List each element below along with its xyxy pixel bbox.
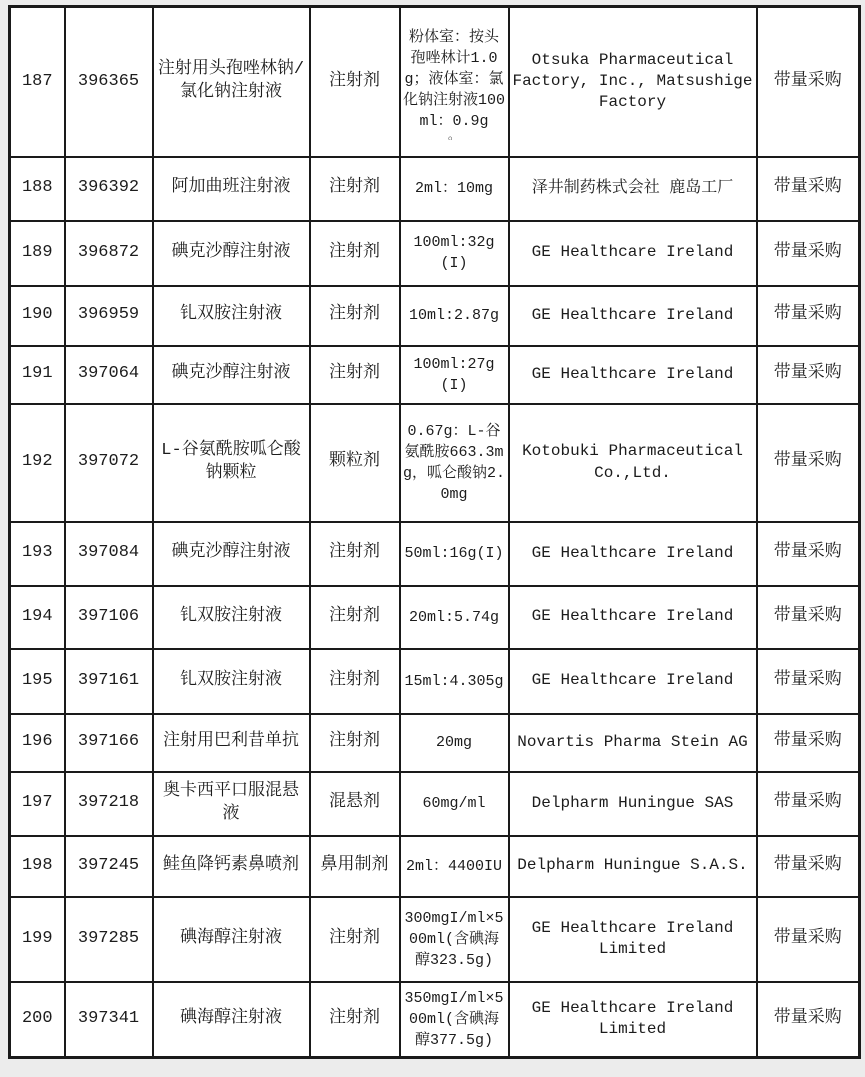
- cell-code-text: 397166: [77, 732, 140, 752]
- table-row: [10, 346, 860, 404]
- cell-name-text: 注射用巴利昔单抗: [163, 732, 299, 752]
- cell-spec: [400, 897, 509, 982]
- cell-manufacturer-text: GE Healthcare Ireland: [531, 607, 734, 626]
- cell-procurement: [757, 221, 860, 286]
- cell-procurement: [757, 982, 860, 1058]
- table-row: [10, 404, 860, 522]
- cell-procurement: [757, 346, 860, 404]
- cell-manufacturer: [509, 7, 757, 157]
- cell-procurement: [757, 772, 860, 836]
- cell-form-text: 注射剂: [329, 305, 380, 325]
- cell-seq: [10, 404, 65, 522]
- cell-form: [310, 982, 400, 1058]
- cell-code: [65, 772, 153, 836]
- cell-name: [153, 897, 310, 982]
- cell-code-text: 397072: [77, 452, 140, 472]
- cell-manufacturer: [509, 649, 757, 714]
- cell-form-text: 注射剂: [329, 178, 380, 198]
- cell-form: [310, 221, 400, 286]
- cell-name-text: 碘克沙醇注射液: [171, 543, 291, 563]
- cell-manufacturer-text: Novartis Pharma Stein AG: [517, 732, 748, 751]
- cell-form: [310, 7, 400, 157]
- cell-procurement-text: 带量采购: [773, 178, 842, 198]
- cell-name: [153, 286, 310, 346]
- cell-spec-text: 15ml:4.305g: [404, 672, 504, 690]
- cell-name: [153, 649, 310, 714]
- cell-form: [310, 522, 400, 586]
- cell-spec-text: 2ml：10mg: [414, 180, 493, 197]
- cell-form-text: 注射剂: [329, 1009, 380, 1029]
- cell-procurement-text: 带量采购: [773, 364, 842, 384]
- cell-name-text: 钆双胺注射液: [180, 670, 282, 690]
- cell-name-text: 注射用头孢唑林钠/氯化钠注射液: [157, 60, 305, 102]
- cell-name: [153, 982, 310, 1058]
- cell-procurement-text: 带量采购: [773, 670, 842, 690]
- cell-seq-text: 198: [21, 855, 53, 875]
- cell-name-text: 奥卡西平口服混悬液: [163, 782, 299, 824]
- cell-seq: [10, 522, 65, 586]
- cell-form-text: 注射剂: [329, 543, 380, 563]
- cell-manufacturer-text: Delpharm Huningue S.A.S.: [517, 856, 748, 875]
- table-row: [10, 221, 860, 286]
- cell-form-text: 鼻用制剂: [320, 855, 389, 875]
- cell-seq-text: 190: [21, 305, 53, 325]
- cell-spec-text: 300mgI/ml×500ml(含碘海醇323.5g): [404, 909, 504, 969]
- cell-manufacturer: [509, 836, 757, 897]
- cell-code: [65, 346, 153, 404]
- cell-seq-text: 187: [21, 71, 53, 91]
- cell-seq-text: 188: [21, 178, 53, 198]
- cell-spec-text: 50ml:16g(I): [404, 545, 504, 562]
- cell-code: [65, 286, 153, 346]
- cell-manufacturer: [509, 586, 757, 649]
- cell-seq: [10, 836, 65, 897]
- cell-seq: [10, 897, 65, 982]
- cell-name-text: 碘克沙醇注射液: [171, 364, 291, 384]
- cell-spec-text: 100ml:27g(I): [413, 355, 495, 394]
- cell-spec: [400, 157, 509, 221]
- cell-code-text: 396365: [77, 71, 140, 91]
- cell-form-text: 注射剂: [329, 71, 380, 91]
- cell-manufacturer-text: Kotobuki Pharmaceutical Co.,Ltd.: [522, 442, 743, 482]
- cell-form: [310, 286, 400, 346]
- cell-spec: [400, 7, 509, 157]
- cell-procurement-text: 带量采购: [773, 452, 842, 472]
- cell-name: [153, 586, 310, 649]
- cell-spec-text: 100ml:32g(I): [413, 234, 495, 272]
- cell-manufacturer-text: Delpharm Huningue SAS: [531, 793, 734, 812]
- cell-code-text: 396392: [77, 178, 140, 198]
- cell-procurement: [757, 836, 860, 897]
- cell-manufacturer: [509, 897, 757, 982]
- table-row: [10, 586, 860, 649]
- cell-seq-text: 196: [21, 732, 53, 752]
- cell-name-text: 碘克沙醇注射液: [171, 242, 291, 262]
- cell-code: [65, 836, 153, 897]
- cell-seq: [10, 221, 65, 286]
- cell-spec-text: 粉体室：按头孢唑林计1.0g；液体室：氯化钠注射液100ml：0.9g: [402, 28, 505, 130]
- cell-form: [310, 836, 400, 897]
- cell-code-text: 397285: [77, 928, 140, 948]
- cell-spec-text: 10ml:2.87g: [408, 307, 499, 324]
- cell-procurement-text: 带量采购: [773, 71, 842, 91]
- cell-procurement-text: 带量采购: [773, 793, 842, 813]
- cell-seq-text: 191: [21, 364, 53, 384]
- cell-code: [65, 982, 153, 1058]
- cell-procurement-text: 带量采购: [773, 242, 842, 262]
- cell-name-text: 碘海醇注射液: [180, 1009, 282, 1029]
- cell-manufacturer: [509, 404, 757, 522]
- table-row: [10, 714, 860, 772]
- cell-seq-text: 194: [21, 606, 53, 626]
- cell-name: [153, 836, 310, 897]
- cell-procurement-text: 带量采购: [773, 855, 842, 875]
- cell-manufacturer-text: GE Healthcare Ireland: [531, 543, 734, 562]
- cell-code: [65, 157, 153, 221]
- cell-procurement-text: 带量采购: [773, 543, 842, 563]
- cell-code: [65, 7, 153, 157]
- cell-code-text: 397245: [77, 855, 140, 875]
- cell-spec-text: 0.67g：L-谷氨酰胺663.3mg，呱仑酸钠2.0mg: [402, 422, 505, 503]
- table-row: [10, 7, 860, 157]
- cell-code-text: 396872: [77, 242, 140, 262]
- cell-seq: [10, 714, 65, 772]
- cell-code-text: 397341: [77, 1009, 140, 1029]
- table-row: [10, 897, 860, 982]
- cell-spec-text: 20ml:5.74g: [408, 608, 499, 626]
- cell-code: [65, 221, 153, 286]
- cell-seq: [10, 346, 65, 404]
- cell-spec-text: 2ml：4400IU: [405, 857, 502, 875]
- cell-code-text: 397161: [77, 670, 140, 690]
- cell-manufacturer-text: Otsuka Pharmaceutical Factory, Inc., Matsushige Factory: [512, 51, 753, 112]
- cell-spec: [400, 286, 509, 346]
- cell-form: [310, 649, 400, 714]
- cell-code: [65, 522, 153, 586]
- cell-manufacturer: [509, 714, 757, 772]
- cell-procurement: [757, 286, 860, 346]
- cell-manufacturer: [509, 221, 757, 286]
- cell-form-text: 混悬剂: [329, 793, 380, 813]
- cell-manufacturer-text: GE Healthcare Ireland Limited: [531, 999, 734, 1039]
- cell-procurement-text: 带量采购: [773, 732, 842, 752]
- cell-code: [65, 714, 153, 772]
- cell-spec: [400, 346, 509, 404]
- cell-name: [153, 346, 310, 404]
- table-row: [10, 649, 860, 714]
- spec-overflow-glyph: 。: [447, 131, 460, 140]
- cell-code: [65, 586, 153, 649]
- cell-form: [310, 586, 400, 649]
- cell-name-text: 碘海醇注射液: [180, 928, 282, 948]
- cell-procurement: [757, 714, 860, 772]
- cell-name-text: 阿加曲班注射液: [171, 178, 291, 198]
- cell-manufacturer: [509, 772, 757, 836]
- table-row: [10, 772, 860, 836]
- cell-spec: [400, 982, 509, 1058]
- cell-spec: [400, 522, 509, 586]
- cell-seq-text: 200: [21, 1009, 53, 1029]
- cell-seq-text: 193: [21, 543, 53, 563]
- cell-seq-text: 192: [21, 452, 53, 472]
- cell-spec: [400, 649, 509, 714]
- cell-spec: [400, 586, 509, 649]
- cell-seq-text: 189: [21, 242, 53, 262]
- cell-procurement-text: 带量采购: [773, 305, 842, 325]
- cell-spec: [400, 714, 509, 772]
- cell-procurement: [757, 404, 860, 522]
- cell-seq: [10, 7, 65, 157]
- cell-seq: [10, 649, 65, 714]
- cell-spec: [400, 772, 509, 836]
- cell-code: [65, 897, 153, 982]
- cell-code-text: 397106: [77, 606, 140, 626]
- table-row: [10, 982, 860, 1058]
- cell-name: [153, 714, 310, 772]
- cell-form-text: 注射剂: [329, 242, 380, 262]
- cell-form-text: 注射剂: [329, 606, 380, 626]
- cell-procurement: [757, 157, 860, 221]
- cell-procurement-text: 带量采购: [773, 1009, 842, 1029]
- cell-form-text: 注射剂: [329, 364, 380, 384]
- cell-seq-text: 199: [21, 928, 53, 948]
- cell-manufacturer: [509, 982, 757, 1058]
- cell-spec: [400, 221, 509, 286]
- cell-form: [310, 346, 400, 404]
- table-row: [10, 286, 860, 346]
- cell-code-text: 397064: [77, 364, 140, 384]
- drug-procurement-table: [8, 5, 861, 1059]
- cell-form-text: 注射剂: [329, 928, 380, 948]
- cell-form: [310, 897, 400, 982]
- cell-spec-text: 20mg: [435, 734, 472, 751]
- cell-spec-text: 350mgI/ml×500ml(含碘海醇377.5g): [404, 989, 504, 1049]
- cell-seq: [10, 157, 65, 221]
- cell-manufacturer: [509, 286, 757, 346]
- cell-manufacturer: [509, 346, 757, 404]
- cell-code-text: 396959: [77, 305, 140, 325]
- cell-manufacturer-text: GE Healthcare Ireland: [531, 364, 734, 383]
- cell-seq-text: 195: [21, 670, 53, 690]
- document-page: [0, 5, 865, 1077]
- cell-manufacturer-text: GE Healthcare Ireland: [531, 671, 734, 690]
- cell-code-text: 397084: [77, 543, 140, 563]
- cell-manufacturer-text: GE Healthcare Ireland: [531, 305, 734, 324]
- cell-name-text: L-谷氨酰胺呱仑酸钠颗粒: [161, 441, 301, 483]
- cell-name-text: 鲑鱼降钙素鼻喷剂: [163, 855, 299, 875]
- cell-name: [153, 7, 310, 157]
- cell-name: [153, 221, 310, 286]
- cell-procurement: [757, 522, 860, 586]
- cell-form: [310, 772, 400, 836]
- cell-procurement-text: 带量采购: [773, 928, 842, 948]
- cell-manufacturer-text: GE Healthcare Ireland Limited: [531, 918, 734, 958]
- cell-name: [153, 157, 310, 221]
- cell-code-text: 397218: [77, 793, 140, 813]
- table-row: [10, 836, 860, 897]
- cell-code: [65, 404, 153, 522]
- cell-manufacturer: [509, 157, 757, 221]
- cell-code: [65, 649, 153, 714]
- table-row: [10, 522, 860, 586]
- cell-procurement: [757, 649, 860, 714]
- cell-form-text: 注射剂: [329, 670, 380, 690]
- cell-manufacturer: [509, 522, 757, 586]
- cell-manufacturer-text: 泽井制药株式会社 鹿岛工厂: [531, 178, 734, 197]
- cell-form: [310, 404, 400, 522]
- cell-seq: [10, 772, 65, 836]
- cell-spec: [400, 404, 509, 522]
- cell-form-text: 注射剂: [329, 732, 380, 752]
- cell-procurement-text: 带量采购: [773, 606, 842, 626]
- cell-form: [310, 157, 400, 221]
- cell-procurement: [757, 897, 860, 982]
- cell-seq: [10, 586, 65, 649]
- cell-name: [153, 522, 310, 586]
- cell-seq-text: 197: [21, 793, 53, 813]
- cell-name-text: 钆双胺注射液: [180, 305, 282, 325]
- cell-name: [153, 772, 310, 836]
- cell-procurement: [757, 586, 860, 649]
- table-body: [10, 7, 860, 1058]
- table-row: [10, 157, 860, 221]
- cell-spec-text: 60mg/ml: [422, 795, 486, 812]
- cell-seq: [10, 286, 65, 346]
- cell-seq: [10, 982, 65, 1058]
- cell-name-text: 钆双胺注射液: [180, 606, 282, 626]
- cell-form: [310, 714, 400, 772]
- cell-manufacturer-text: GE Healthcare Ireland: [531, 243, 734, 262]
- cell-procurement: [757, 7, 860, 157]
- cell-name: [153, 404, 310, 522]
- cell-spec: [400, 836, 509, 897]
- cell-form-text: 颗粒剂: [329, 452, 380, 472]
